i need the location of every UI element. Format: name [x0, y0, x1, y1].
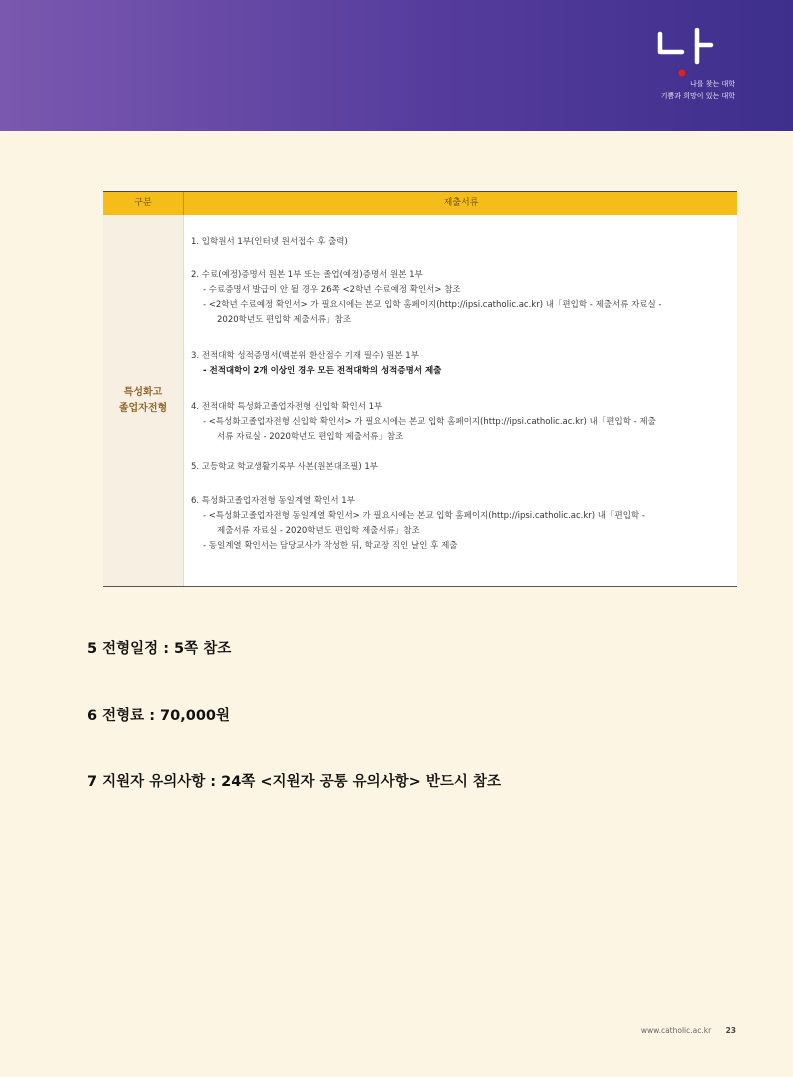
page-header: [0, 0, 793, 131]
list-item: 6. 특성화고졸업자전형 동일계열 확인서 1부 - <특성화고졸업자전형 동일계열 확인서> 가 필요시에는 본교 입학 홈페이지(http://ipsi.catholic.ac.kr) 내「편입학 - 제출서류 자료실 - 2020학년도 편입학 제출서류」참조 - 동일계열 확인서는 담당교사가 작성한 뒤, 학교장 직인 날인 후 제출: [191, 496, 645, 551]
footer-url: www.catholic.ac.kr: [640, 1026, 712, 1035]
category-line-1: 특성화고: [123, 386, 163, 398]
section-fee: 6 전형료 : 70,000원: [87, 708, 231, 724]
tagline-line-1: 나를 찾는 대학: [689, 80, 735, 88]
list-item: 2. 수료(예정)증명서 원본 1부 또는 졸업(예정)증명서 원본 1부 - 수료증명서 발급이 안 될 경우 26쪽 <2학년 수료예정 확인서> 참조 - <2학년 수료예정 확인서> 가 필요시에는 본교 입학 홈페이지(http://ipsi.catholic.ac.kr) 내「편입학 - 제출서류 자료실 - 2020학년도 편입학 제출서류」참조: [191, 270, 662, 325]
table-header: [103, 191, 737, 215]
list-item: 4. 전적대학 특성화고졸업자전형 신입학 확인서 1부 - <특성화고졸업자전형 신입학 확인서> 가 필요시에는 본교 입학 홈페이지(http://ipsi.catholic.ac.kr) 내「편입학 - 제출 서류 자료실 - 2020학년도 편입학 제출서류」참조: [191, 402, 656, 442]
section-schedule: 5 전형일정 : 5쪽 참조: [87, 641, 232, 657]
category-cell: [103, 215, 183, 586]
documents-cell: [183, 215, 738, 586]
tagline: [575, 78, 735, 102]
page-number: 23: [725, 1026, 736, 1035]
tagline-line-2: 기쁨과 희망이 있는 대학: [660, 92, 735, 100]
page-footer: [641, 1026, 736, 1035]
column-header-category: 구분: [134, 198, 152, 208]
category-line-2: 졸업자전형: [118, 402, 168, 414]
university-logo-icon: [645, 28, 735, 118]
documents-table: [103, 191, 737, 587]
list-item: 5. 고등학교 학교생활기록부 사본(원본대조필) 1부: [191, 462, 378, 472]
list-item: 3. 전적대학 성적증명서(백분위 환산점수 기재 필수) 원본 1부 - 전적대학이 2개 이상인 경우 모든 전적대학의 성적증명서 제출: [191, 351, 442, 376]
list-item: 1. 입학원서 1부(인터넷 원서접수 후 출력): [191, 237, 348, 247]
column-header-documents: 제출서류: [183, 192, 738, 215]
section-notes: 7 지원자 유의사항 : 24쪽 <지원자 공통 유의사항> 반드시 참조: [87, 774, 501, 790]
